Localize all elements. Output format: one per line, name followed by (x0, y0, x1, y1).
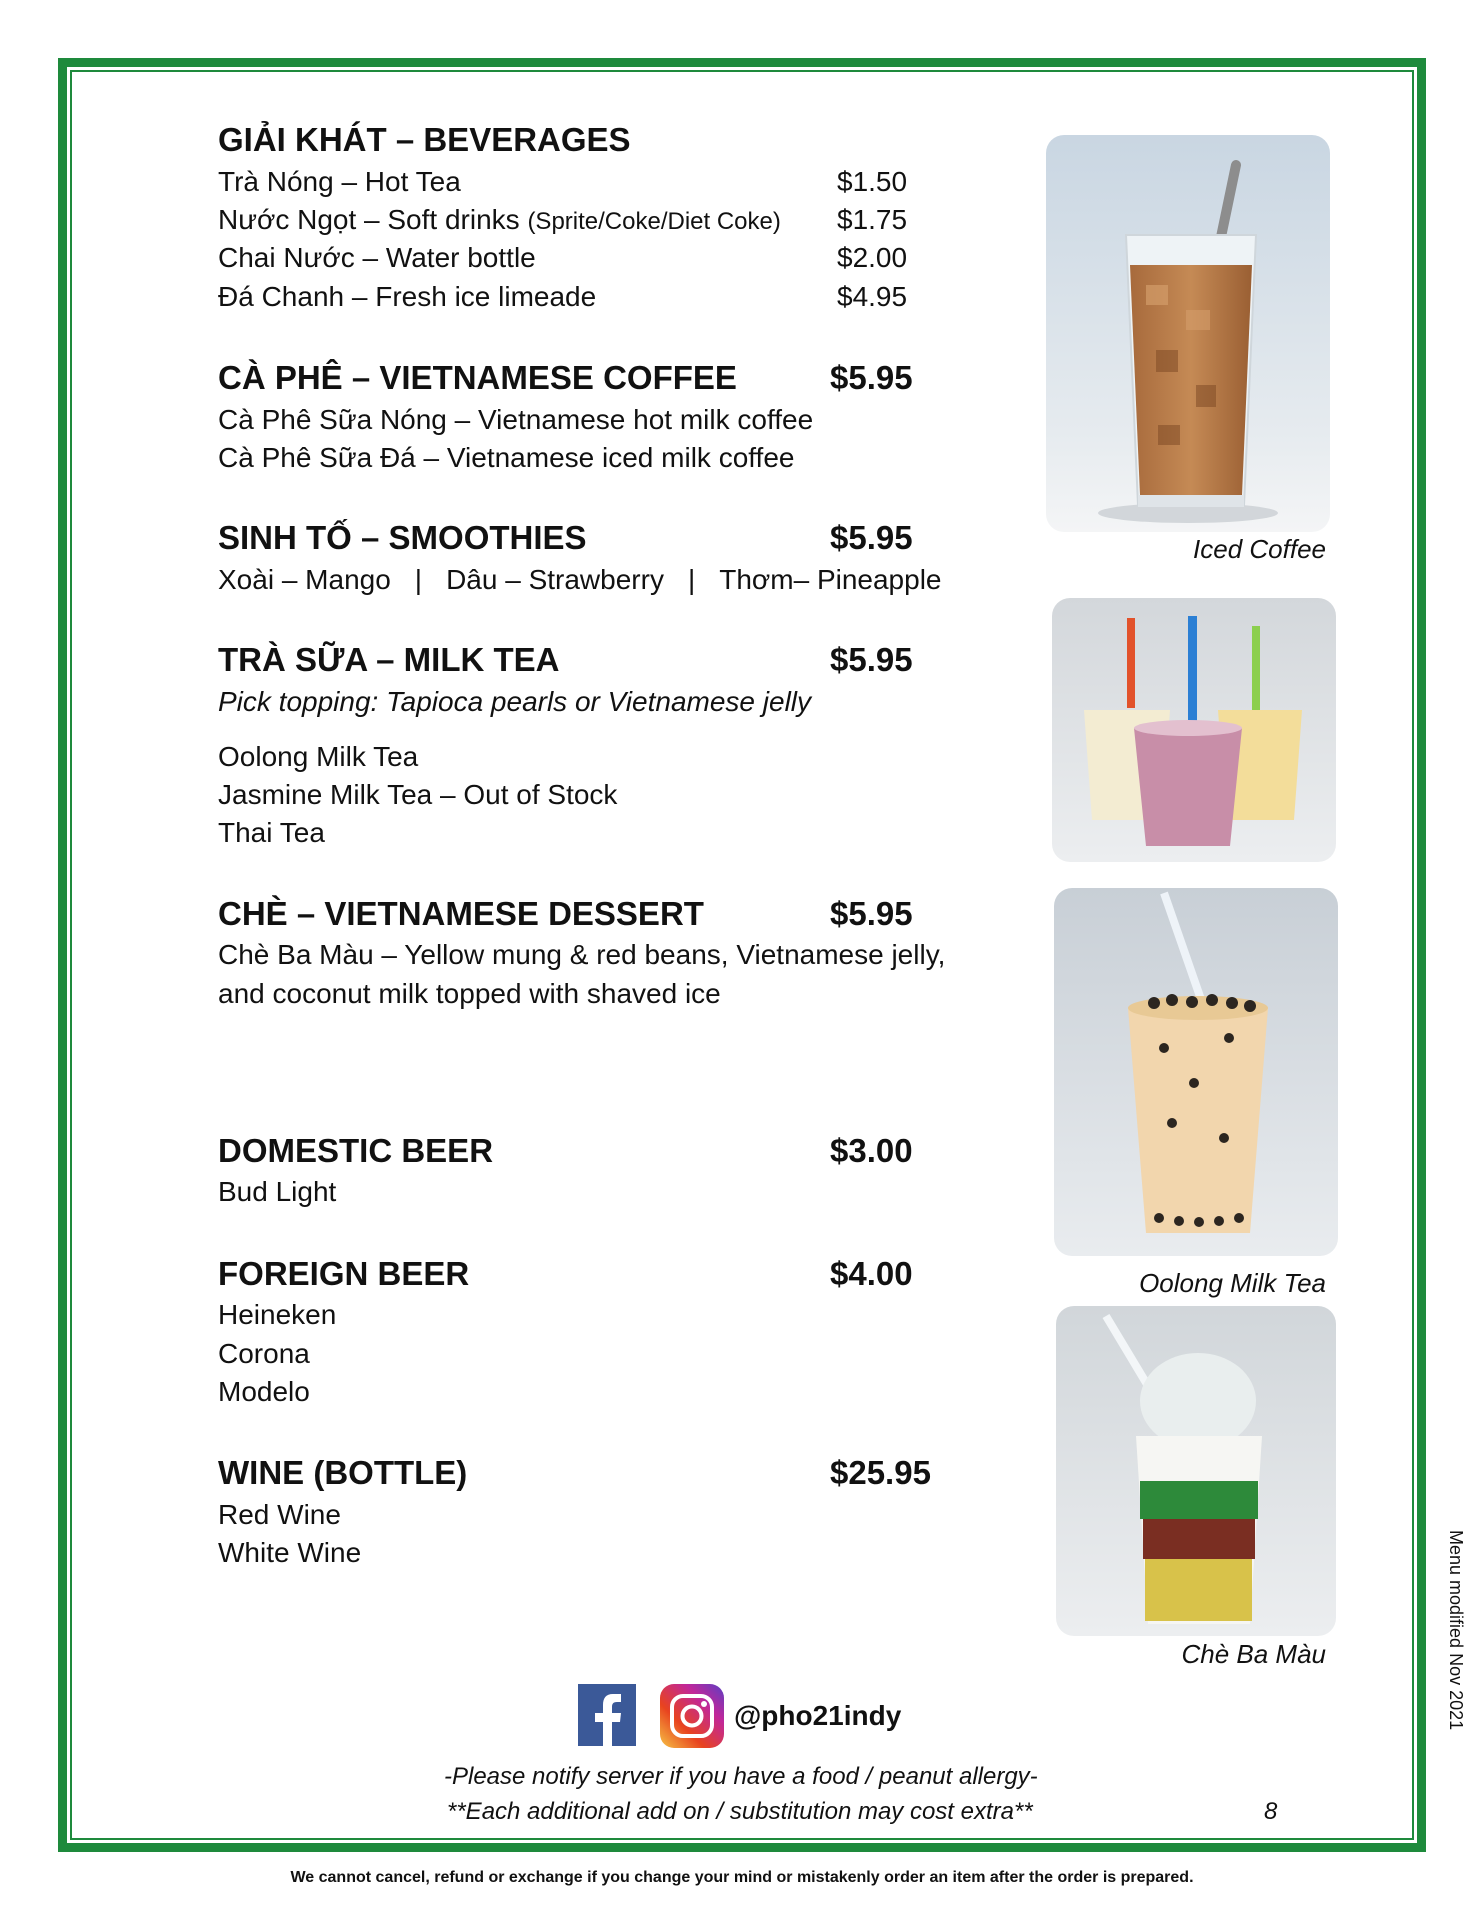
instagram-icon[interactable] (660, 1684, 724, 1748)
menu-item: Đá Chanh – Fresh ice limeade (218, 281, 597, 312)
milk-tea-price: $5.95 (830, 641, 913, 678)
menu-item-price: $4.95 (837, 281, 908, 312)
extra-cost-note: **Each additional add on / substitution may cost extra** (447, 1798, 1033, 1825)
smoothie-flavors: Xoài – Mango | Dâu – Strawberry | Thơm– Pineapple (218, 564, 942, 595)
domestic-beer-title: DOMESTIC BEER (218, 1132, 494, 1169)
menu-item: Trà Nóng – Hot Tea (218, 166, 461, 197)
smoothies-photo (1052, 598, 1336, 862)
iced-coffee-photo (1046, 135, 1330, 532)
menu-item: Heineken (218, 1299, 337, 1330)
milk-tea-note: Pick topping: Tapioca pearls or Vietnamese jelly (218, 686, 812, 717)
menu-modified-date: Menu modified Nov 2021 (1446, 1530, 1466, 1731)
che-ba-mau-photo (1056, 1306, 1336, 1636)
smoothies-title: SINH TỐ – SMOOTHIES (218, 519, 587, 556)
menu-item: Oolong Milk Tea (218, 741, 419, 772)
milk-tea-title: TRÀ SỮA – MILK TEA (218, 641, 560, 678)
foreign-beer-price: $4.00 (830, 1255, 913, 1292)
smoothies-price: $5.95 (830, 519, 913, 556)
wine-title: WINE (BOTTLE) (218, 1454, 468, 1491)
menu-item: Bud Light (218, 1176, 337, 1207)
menu-item: Corona (218, 1338, 310, 1369)
beverages-title: GIẢI KHÁT – BEVERAGES (218, 121, 631, 158)
menu-item-price: $1.50 (837, 166, 908, 197)
coffee-title: CÀ PHÊ – VIETNAMESE COFFEE (218, 359, 737, 396)
allergy-note: -Please notify server if you have a food / peanut allergy- (444, 1763, 1038, 1790)
iced-coffee-caption: Iced Coffee (1193, 534, 1326, 564)
menu-item: Cà Phê Sữa Đá – Vietnamese iced milk coffee (218, 442, 795, 473)
menu-item: White Wine (218, 1537, 362, 1568)
refund-disclaimer: We cannot cancel, refund or exchange if you change your mind or mistakenly order an item after the order is prepared. (290, 1869, 1194, 1886)
menu-item-price: $1.75 (837, 204, 908, 235)
page-number: 8 (1264, 1798, 1278, 1825)
facebook-icon[interactable] (578, 1684, 636, 1746)
oolong-milk-tea-photo (1054, 888, 1338, 1256)
menu-item: Cà Phê Sữa Nóng – Vietnamese hot milk coffee (218, 404, 814, 435)
dessert-price: $5.95 (830, 895, 913, 932)
coffee-price: $5.95 (830, 359, 913, 396)
domestic-beer-price: $3.00 (830, 1132, 913, 1169)
dessert-description: and coconut milk topped with shaved ice (218, 978, 721, 1009)
menu-item: Thai Tea (218, 817, 325, 848)
menu-item: Nước Ngọt – Soft drinks (Sprite/Coke/Diet Coke) (218, 204, 781, 235)
menu-item: Chai Nước – Water bottle (218, 242, 536, 273)
che-ba-mau-caption: Chè Ba Màu (1181, 1639, 1326, 1669)
oolong-milk-tea-caption: Oolong Milk Tea (1139, 1268, 1326, 1298)
menu-item: Jasmine Milk Tea – Out of Stock (218, 779, 618, 810)
social-handle[interactable]: @pho21indy (734, 1700, 902, 1731)
menu-item: Red Wine (218, 1499, 341, 1530)
wine-price: $25.95 (830, 1454, 931, 1491)
foreign-beer-title: FOREIGN BEER (218, 1255, 470, 1292)
menu-item: Modelo (218, 1376, 310, 1407)
dessert-description: Chè Ba Màu – Yellow mung & red beans, Vietnamese jelly, (218, 939, 946, 970)
menu-item-price: $2.00 (837, 242, 908, 273)
dessert-title: CHÈ – VIETNAMESE DESSERT (218, 895, 704, 932)
